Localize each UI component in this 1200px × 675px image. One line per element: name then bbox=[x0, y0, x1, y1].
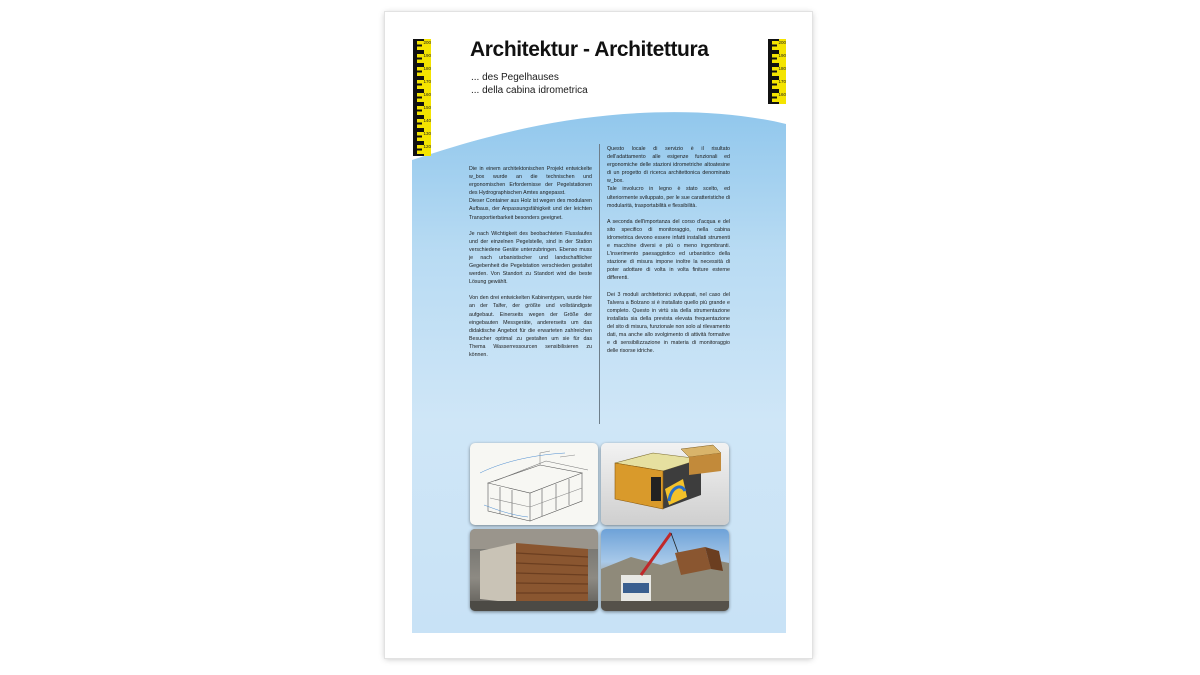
gauge-segment bbox=[413, 117, 431, 130]
water-gauge-left bbox=[413, 39, 431, 156]
gauge-segment bbox=[413, 52, 431, 65]
german-paragraph-1: Die in einem architektonischen Projekt entwickelte w_box wurde an die technischen und ergonomischen Erfordernisse der Pegelstationen des Hydrographischen Amtes angepasst. Dieser Container aus Holz ist wegen des modularen Aufbaus, der Anpassungsfähigkeit und der leichten Transportierbarkeit besonders geeignet. bbox=[469, 166, 592, 221]
italian-paragraph-3: Dei 3 moduli architettonici sviluppati, nel caso del Talvera a Bolzano si è installato quello più grande e completo. Questo in virtù sia della strumentazione installata sia della prevista elevata frequentazione del sito di misura, funzionale non solo al rilevamento dati, ma anche allo svolgimento di attività formative e di sensibilizzazione in materia di monitoraggio delle risorse idriche. bbox=[607, 291, 730, 355]
german-paragraph-2: Je nach Wichtigkeit des beobachteten Flusslaufes und der einzelnen Pegelstelle, sind in der Station verschiedene Geräte unterzubringen. Ebenso muss je nach urbanistischer und landschaftlicher Gegebenheit die Pegelstation verschieden gestaltet werden. Von Standort zu Standort wird die beste Lösung gewählt. bbox=[469, 230, 592, 286]
gauge-segment bbox=[768, 52, 786, 65]
gauge-label: 200 bbox=[778, 40, 786, 45]
gauge-label: 160 bbox=[778, 92, 786, 97]
gauge-segment bbox=[413, 104, 431, 117]
italian-text-column bbox=[607, 145, 730, 363]
gauge-label: 120 bbox=[423, 144, 431, 149]
gauge-segment bbox=[413, 130, 431, 143]
gauge-segment bbox=[768, 39, 786, 52]
wooden-cabin-image bbox=[470, 529, 598, 611]
subtitle-italian: ... della cabina idrometrica bbox=[471, 85, 588, 96]
3d-model-image bbox=[601, 443, 729, 525]
gauge-label: 130 bbox=[423, 131, 431, 136]
crane-installation-image bbox=[601, 529, 729, 611]
italian-paragraph-2: A seconda dell'importanza del corso d'acqua e del sito specifico di monitoraggio, nella cabina idrometrica devono essere infatti installati strumenti e macchine diversi e più o meno ingombranti. L'inserimento paesaggistico ed urbanistico della stazione di misura impone inoltre la necessità di poter adottare di volta in volta finiture esterne differenti. bbox=[607, 218, 730, 282]
column-divider bbox=[599, 144, 600, 424]
gauge-label: 140 bbox=[423, 118, 431, 123]
gauge-segment bbox=[768, 65, 786, 78]
gauge-segment bbox=[413, 91, 431, 104]
gauge-label: 170 bbox=[778, 79, 786, 84]
italian-paragraph-1: Questo locale di servizio è il risultato dell'adattamento alle esigenze funzionali ed ergonomiche delle stazioni idrometriche altoatesine di un progetto di ricerca architettonica denominato w_box. Tale involucro in legno è stato scelto, ed ulteriormente sviluppato, per le sue caratteristiche di modularità, trasportabilità e flessibilità. bbox=[607, 146, 730, 209]
subtitle-german: ... des Pegelhauses bbox=[471, 72, 559, 83]
gauge-label: 160 bbox=[423, 92, 431, 97]
gauge-label: 150 bbox=[423, 105, 431, 110]
gauge-segment bbox=[413, 65, 431, 78]
gauge-label: 180 bbox=[423, 66, 431, 71]
sketch-image bbox=[470, 443, 598, 525]
gauge-segment bbox=[413, 39, 431, 52]
gauge-label: 190 bbox=[778, 53, 786, 58]
poster-sheet bbox=[385, 12, 812, 658]
gauge-segment bbox=[413, 143, 431, 156]
german-paragraph-3: Von den drei entwickelten Kabinentypen, wurde hier an der Talfer, der größte und vollständigste aufgebaut. Einerseits wegen der Größe der eingebauten Messgeräte, andererseits um das didaktische Angebot für die erwarteten zahlreichen Besucher optimal zu gestalten um sie für das Thema Wasserressourcen sensibilisieren zu können. bbox=[469, 295, 592, 358]
german-text-column bbox=[469, 165, 592, 367]
water-gauge-right bbox=[768, 39, 786, 104]
gauge-segment bbox=[413, 78, 431, 91]
gauge-label: 190 bbox=[423, 53, 431, 58]
page-title: Architektur - Architettura bbox=[470, 38, 709, 61]
gauge-label: 180 bbox=[778, 66, 786, 71]
gauge-segment bbox=[768, 78, 786, 91]
gauge-segment bbox=[768, 91, 786, 104]
gauge-label: 170 bbox=[423, 79, 431, 84]
gauge-label: 200 bbox=[423, 40, 431, 45]
